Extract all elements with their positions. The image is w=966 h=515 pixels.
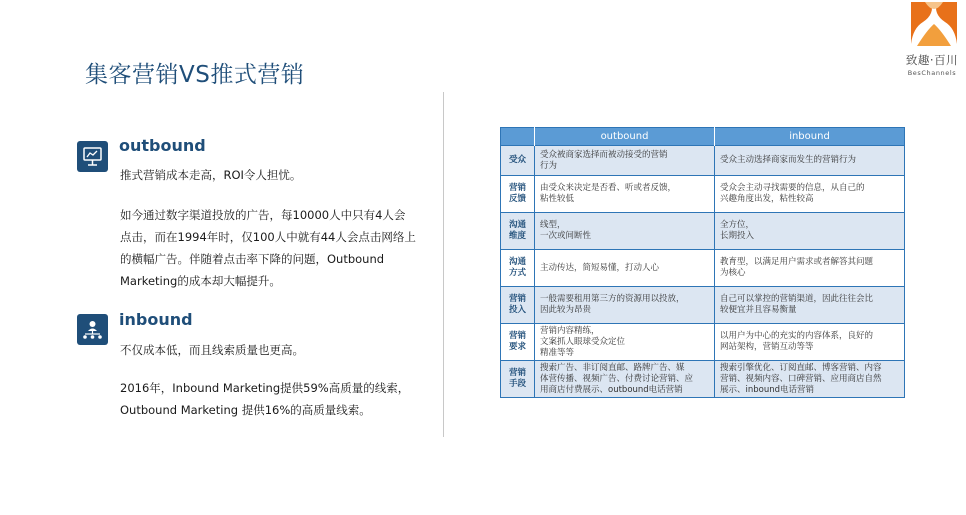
cell-line: 展示、inbound电话营销 [720, 384, 815, 395]
cell-line: 受众主动选择商家而发生的营销行为 [720, 155, 857, 165]
cell-line: 长期投入 [720, 231, 755, 241]
cell-line: 自己可以掌控的营销渠道，因此往往会比 [720, 294, 874, 304]
cell-line: 一次或间断性 [540, 231, 592, 241]
cell-line: 文案抓人眼球受众定位 [540, 336, 626, 347]
cell-line: 受众会主动寻找需要的信息，从自己的 [720, 183, 865, 193]
cell-line: 搜索广告、非订阅直邮、路牌广告、媒 [540, 362, 685, 373]
text-line: 的横幅广告。伴随着点击率下降的问题，Outbound [120, 252, 385, 266]
text-line: 推式营销成本走高，ROI令人担忧。 [120, 168, 302, 182]
outbound-cell [535, 324, 715, 361]
cell-line: 手段 [508, 379, 526, 389]
outbound-paragraph-1 [120, 164, 301, 186]
cell-line: 较便宜并且容易衡量 [720, 305, 797, 315]
outbound-cell [535, 176, 715, 213]
inbound-paragraph-1 [120, 339, 304, 361]
table-row [501, 250, 905, 287]
cell-line: 粘性较低 [540, 194, 575, 204]
slide-title: 集客营销VS推式营销 [85, 62, 305, 88]
cell-line: 要求 [508, 342, 526, 352]
cell-line: 因此较为昂贵 [540, 305, 592, 315]
cell-line: 沟通 [508, 220, 526, 230]
cell-line: 反馈 [508, 194, 526, 204]
cell-line: 体营传播、视频广告、付费讨论营销、应 [540, 373, 694, 384]
cell-line: 营销 [508, 368, 526, 378]
cell-line: 营销 [508, 294, 526, 304]
inbound-heading: inbound [119, 310, 193, 329]
cell-line: 受众被商家选择而被动接受的营销 [540, 149, 668, 160]
table-row [501, 146, 905, 176]
cell-line: 营销 [508, 183, 526, 193]
row-label-cell [501, 213, 535, 250]
outbound-paragraph-2 [120, 204, 416, 292]
presentation-board-icon [77, 141, 108, 172]
table-row [501, 361, 905, 398]
vertical-divider [443, 92, 444, 437]
comparison-table [500, 127, 905, 398]
cell-line: 教育型，以满足用户需求或者解答其问题 [720, 257, 874, 267]
text-line: Outbound Marketing 提供16%的高质量线索。 [120, 403, 371, 417]
inbound-cell [715, 287, 905, 324]
cell-line: 搜索引擎优化、订阅直邮、博客营销、内容 [720, 362, 882, 373]
table-row [501, 324, 905, 361]
cell-line: 行为 [540, 160, 558, 171]
inbound-cell [715, 146, 905, 176]
inbound-cell [715, 361, 905, 398]
cell-line: 营销 [508, 331, 526, 341]
row-label-cell [501, 324, 535, 361]
cell-line: 精准等等 [540, 347, 575, 358]
cell-line: 由受众来决定是否看、听或者反馈， [540, 183, 677, 193]
cell-line: 营销内容精练， [540, 325, 600, 336]
outbound-cell [535, 146, 715, 176]
inbound-cell [715, 176, 905, 213]
text-line: Marketing的成本却大幅提升。 [120, 274, 281, 288]
cell-line: 一般需要租用第三方的资源用以投放， [540, 294, 685, 304]
row-label-cell [501, 287, 535, 324]
inbound-cell [715, 250, 905, 287]
row-label-cell [501, 361, 535, 398]
cell-line: 为核心 [720, 268, 746, 278]
header-cell [501, 128, 535, 146]
cell-line: 用商店付费展示、outbound电话营销 [540, 384, 683, 395]
row-label-cell [501, 250, 535, 287]
outbound-heading: outbound [119, 136, 206, 155]
outbound-cell [535, 361, 715, 398]
brand-logo [893, 0, 966, 82]
cell-line: 兴趣角度出发，粘性较高 [720, 194, 814, 204]
table-row [501, 176, 905, 213]
table-row [501, 287, 905, 324]
cell-line: 营销、视频内容、口碑营销、应用商店自然 [720, 373, 882, 384]
inbound-paragraph-2 [120, 377, 409, 421]
row-label-cell [501, 146, 535, 176]
text-line: 不仅成本低，而且线索质量也更高。 [120, 343, 304, 357]
row-label-cell [501, 176, 535, 213]
cell-line: 全方位， [720, 220, 755, 230]
header-cell: outbound [535, 128, 715, 146]
cell-line: 主动传达，简短易懂，打动人心 [540, 262, 660, 273]
text-line: 2016年，Inbound Marketing提供59%高质量的线索， [120, 381, 410, 395]
logo-name-cn: 致趣·百川 [905, 53, 959, 67]
cell-line: 方式 [508, 268, 526, 278]
cell-line: 受众 [508, 155, 526, 165]
table-header-row [501, 128, 905, 146]
cell-line: 以用户为中心的充实的内容体系，良好的 [720, 331, 874, 341]
outbound-cell [535, 250, 715, 287]
logo-name-en: BesChannels [907, 69, 957, 77]
header-cell: inbound [715, 128, 905, 146]
text-line: 如今通过数字渠道投放的广告，每10000人中只有4人会 [120, 208, 406, 222]
text-line: 点击，而在1994年时，仅100人中就有44人会点击网络上 [120, 230, 416, 244]
outbound-cell [535, 287, 715, 324]
logo-mark-icon [909, 0, 959, 46]
outbound-cell [535, 213, 715, 250]
inbound-cell [715, 213, 905, 250]
cell-line: 维度 [508, 231, 526, 241]
inbound-cell [715, 324, 905, 361]
cell-line: 网站架构，营销互动等等 [720, 342, 814, 352]
table-row [501, 213, 905, 250]
cell-line: 沟通 [508, 257, 526, 267]
cell-line: 线型， [540, 220, 566, 230]
network-person-icon [77, 314, 108, 345]
cell-line: 投入 [508, 305, 526, 315]
